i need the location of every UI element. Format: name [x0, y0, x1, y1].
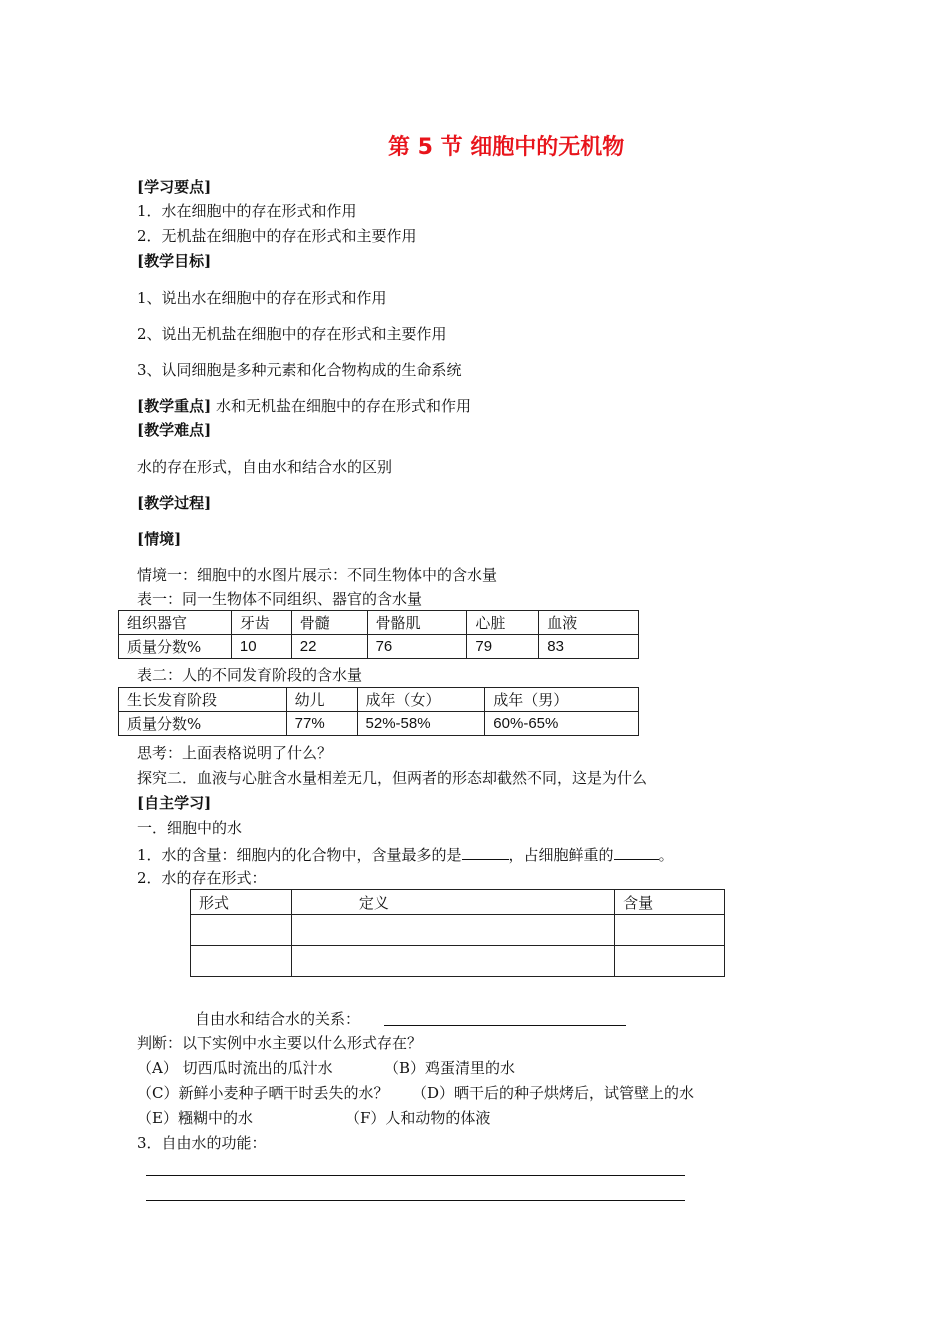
points-item-1: 1．水在细胞中的存在形式和作用 [137, 202, 357, 220]
water-form-question: 2．水的存在形式： [137, 869, 267, 887]
difficulty-text: 水的存在形式，自由水和结合水的区别 [137, 458, 393, 476]
self-study-heading: [自主学习] [137, 794, 212, 812]
goals-item-1: 1、说出水在细胞中的存在形式和作用 [137, 289, 387, 307]
relation-label: 自由水和结合水的关系： [195, 1010, 361, 1028]
table2-header-row [119, 688, 639, 712]
table-cell: 成年（男） [485, 688, 639, 712]
form-table-row [191, 946, 725, 977]
option-d: （D）晒干后的种子烘烤后，试管壁上的水 [412, 1084, 695, 1102]
option-b: （B）鸡蛋清里的水 [384, 1059, 516, 1077]
water-form-table [190, 889, 725, 977]
key-text: 水和无机盐在细胞中的存在形式和作用 [215, 397, 471, 415]
relation-answer-line[interactable] [384, 1025, 626, 1026]
water-subheading: 一．细胞中的水 [137, 819, 243, 837]
judge-question: 判断：以下实例中水主要以什么形式存在？ [137, 1034, 423, 1052]
table1 [118, 610, 639, 659]
q1-end: 。 [658, 846, 674, 864]
table1-caption: 表一：同一生物体不同组织、器官的含水量 [137, 590, 423, 608]
q1-mid: ，占细胞鲜重的 [508, 846, 614, 864]
table-cell: 成年（女） [357, 688, 485, 712]
table-cell: 83 [539, 635, 639, 659]
table-cell: 76 [367, 635, 467, 659]
table-cell: 质量分数% [119, 635, 232, 659]
table2-caption: 表二：人的不同发育阶段的含水量 [137, 666, 363, 684]
table-cell: 形式 [191, 890, 292, 915]
table-cell: 幼儿 [286, 688, 357, 712]
scenario-intro: 情境一：细胞中的水图片展示：不同生物体中的含水量 [137, 566, 498, 584]
table-cell: 质量分数% [119, 712, 287, 736]
table-cell: 含量 [615, 890, 725, 915]
table-cell-empty[interactable] [615, 946, 725, 977]
option-c: （C）新鲜小麦种子晒干时丢失的水？ [137, 1084, 389, 1102]
process-heading: [教学过程] [137, 494, 212, 512]
table-cell: 10 [231, 635, 291, 659]
answer-blank[interactable] [462, 843, 509, 860]
free-water-function-question: 3．自由水的功能： [137, 1134, 267, 1152]
table-cell: 骨骼肌 [367, 611, 467, 635]
table-cell-empty[interactable] [291, 915, 614, 946]
answer-line[interactable] [146, 1175, 685, 1176]
table1-value-row [119, 635, 639, 659]
option-a: （A） 切西瓜时流出的瓜汁水 [137, 1059, 333, 1077]
table-cell: 骨髓 [291, 611, 367, 635]
think-question: 思考：上面表格说明了什么？ [137, 744, 333, 762]
difficulty-heading: [教学难点] [137, 421, 212, 439]
water-content-question [137, 843, 674, 865]
page-title: 第 5 节 细胞中的无机物 [388, 135, 625, 160]
answer-blank[interactable] [614, 843, 659, 860]
key-heading: [教学重点] [137, 397, 212, 415]
table2 [118, 687, 639, 736]
points-heading: [学习要点] [137, 178, 212, 196]
table-cell: 生长发育阶段 [119, 688, 287, 712]
table-cell: 血液 [539, 611, 639, 635]
points-item-2: 2．无机盐在细胞中的存在形式和主要作用 [137, 227, 417, 245]
table-cell: 心脏 [467, 611, 539, 635]
table-cell-empty[interactable] [291, 946, 614, 977]
option-f: （F）人和动物的体液 [345, 1109, 491, 1127]
option-e: （E）糨糊中的水 [137, 1109, 253, 1127]
table-cell: 牙齿 [231, 611, 291, 635]
table1-header-row [119, 611, 639, 635]
goals-item-3: 3、认同细胞是多种元素和化合物构成的生命系统 [137, 361, 462, 379]
table-cell-empty[interactable] [191, 946, 292, 977]
table-cell: 22 [291, 635, 367, 659]
scenario-heading: [情境] [137, 530, 182, 548]
form-table-header-row [191, 890, 725, 915]
explore-question: 探究二．血液与心脏含水量相差无几，但两者的形态却截然不同，这是为什么 [137, 769, 648, 787]
goals-heading: [教学目标] [137, 252, 212, 270]
goals-item-2: 2、说出无机盐在细胞中的存在形式和主要作用 [137, 325, 447, 343]
table-cell: 60%-65% [485, 712, 639, 736]
table-cell: 79 [467, 635, 539, 659]
table-cell: 52%-58% [357, 712, 485, 736]
table-cell-empty[interactable] [615, 915, 725, 946]
table-cell: 定义 [291, 890, 614, 915]
table-cell-empty[interactable] [191, 915, 292, 946]
form-table-row [191, 915, 725, 946]
table-cell: 组织器官 [119, 611, 232, 635]
answer-line[interactable] [146, 1200, 685, 1201]
table-cell: 77% [286, 712, 357, 736]
q1-prefix: 1．水的含量：细胞内的化合物中，含量最多的是 [137, 846, 462, 864]
table2-value-row [119, 712, 639, 736]
